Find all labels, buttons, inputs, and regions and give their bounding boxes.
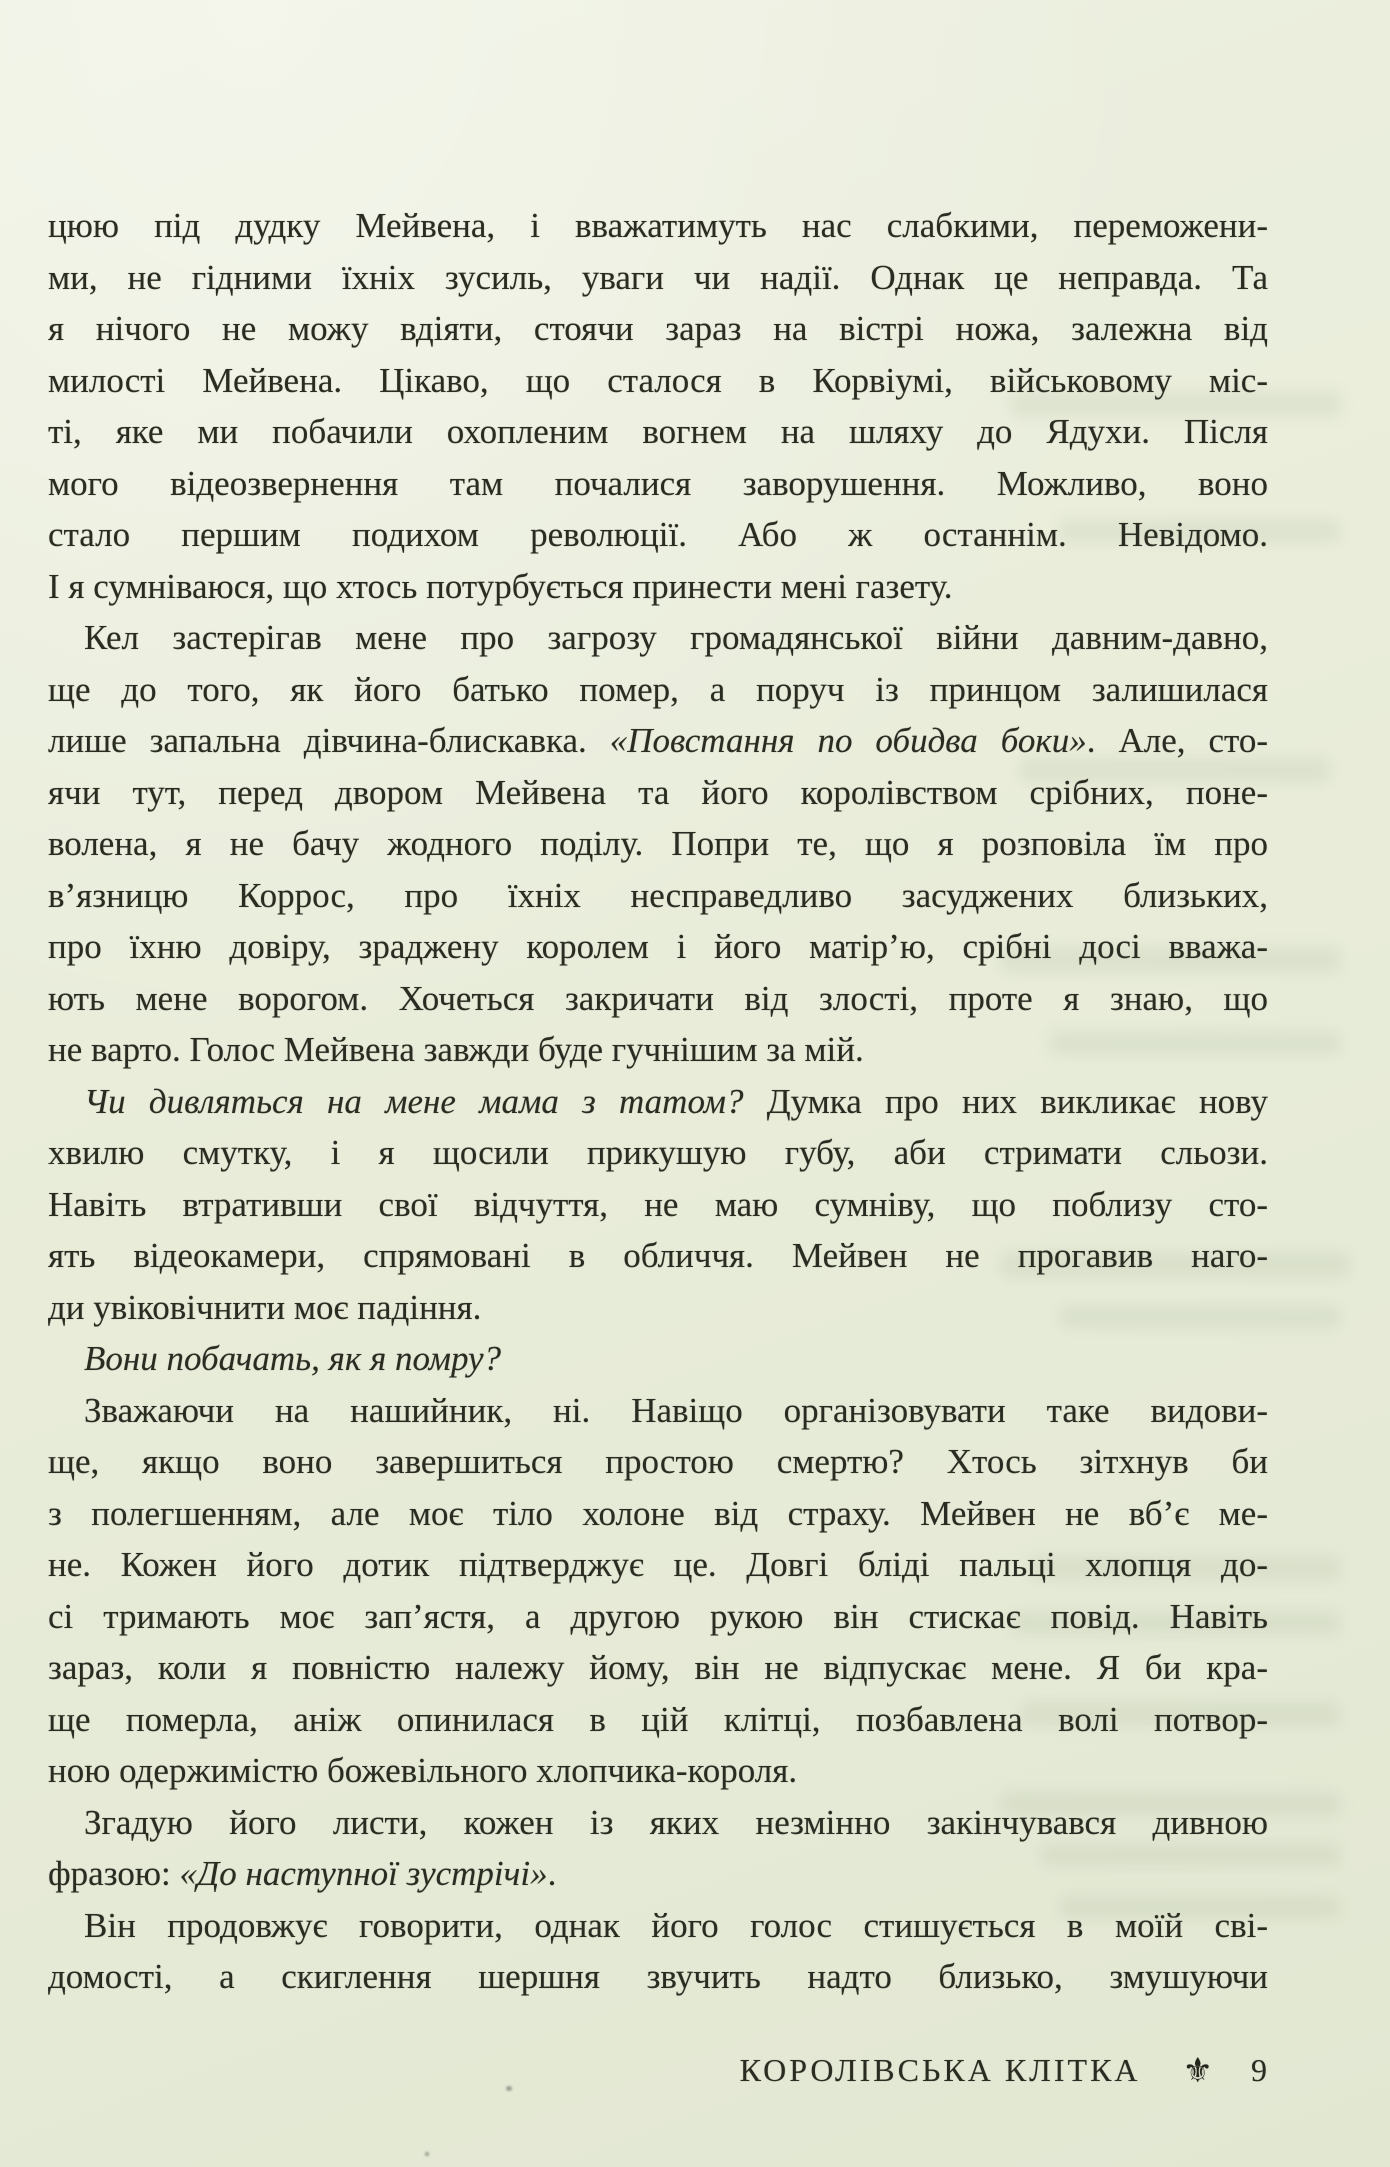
text-line: з полегшенням, але моє тіло холоне від страху. Мейвен не вб’є ме- [48, 1493, 1268, 1533]
page-footer [740, 2052, 1267, 2089]
text-line: в’язницю Коррос, про їхніх несправедливо засуджених близьких, [48, 875, 1268, 915]
running-title: КОРОЛІВСЬКА КЛІТКА [739, 2052, 1141, 2088]
text-line: ячи тут, перед двором Мейвена та його королівством срібних, поне- [48, 772, 1268, 812]
text-line: ди увіковічнити моє падіння. [48, 1287, 482, 1327]
text-line: ми, не гідними їхніх зусиль, уваги чи надії. Однак це неправда. Та [48, 257, 1268, 297]
text-line: милості Мейвена. Цікаво, що сталося в Корвіумі, військовому міс- [48, 360, 1268, 400]
text-line: Чи дивляться на мене мама з татом? Думка про них викликає нову [84, 1081, 1268, 1121]
text-line: Кел застерігав мене про загрозу громадянської війни давним-давно, [84, 618, 1268, 657]
text-line: стало першим подихом революції. Або ж останнім. Невідомо. [48, 515, 1268, 554]
text-line: ще до того, як його батько помер, а поруч із принцом залишилася [48, 669, 1268, 709]
text-line: Навіть втративши свої відчуття, не маю сумніву, що поблизу сто- [48, 1184, 1268, 1224]
paper-speck [506, 2086, 512, 2091]
text-line: я нічого не можу вдіяти, стоячи зараз на вістрі ножа, залежна від [48, 309, 1268, 348]
text-line: Згадую його листи, кожен із яких незмінно закінчувався дивною [84, 1802, 1268, 1842]
text-block [48, 200, 1268, 2003]
paper-speck [425, 2152, 429, 2156]
text-line: цюю під дудку Мейвена, і вважатимуть нас слабкими, переможени- [48, 206, 1268, 245]
text-line: ще, якщо воно завершиться простою смертю? Хтось зітхнув би [48, 1442, 1268, 1481]
text-line: не. Кожен його дотик підтверджує це. Довгі бліді пальці хлопця до- [48, 1545, 1268, 1584]
text-line: хвилю смутку, і я щосили прикушую губу, аби стримати сльози. [48, 1133, 1268, 1172]
text-line: ною одержимістю божевільного хлопчика-короля. [48, 1751, 798, 1790]
text-line: лише запальна дівчина-блискавка. «Повстання по обидва боки». Але, сто- [48, 721, 1268, 760]
text-line: не варто. Голос Мейвена завжди буде гучнішим за мій. [48, 1030, 864, 1069]
text-line: Зважаючи на нашийник, ні. Навіщо організовувати таке видови- [84, 1390, 1268, 1430]
text-line: фразою: «До наступної зустрічі». [48, 1854, 557, 1893]
text-line: І я сумніваюся, що хтось потурбується принести мені газету. [48, 566, 953, 606]
page-number: 9 [1251, 2052, 1267, 2088]
text-line: ять відеокамери, спрямовані в обличчя. Мейвен не прогавив наго- [48, 1236, 1268, 1275]
text-line: ють мене ворогом. Хочеться закричати від злості, проте я знаю, що [48, 978, 1268, 1018]
text-line: про їхню довіру, зраджену королем і його матір’ю, срібні досі вважа- [48, 927, 1268, 966]
text-line: ще померла, аніж опинилася в цій клітці, позбавлена волі потвор- [48, 1699, 1268, 1739]
text-line: сі тримають моє зап’ястя, а другою рукою він стискає повід. Навіть [48, 1596, 1268, 1636]
text-line: мого відеозвернення там почалися заворушення. Можливо, воно [48, 463, 1268, 503]
text-line: волена, я не бачу жодного поділу. Попри те, що я розповіла їм про [48, 824, 1268, 863]
fleuron-icon: ⚜ [1182, 2050, 1213, 2091]
text-line: зараз, коли я повністю належу йому, він не відпускає мене. Я би кра- [48, 1648, 1268, 1687]
text-line: Вони побачать, як я помру? [84, 1339, 502, 1378]
text-line: Він продовжує говорити, однак його голос стишується в моїй сві- [84, 1905, 1268, 1945]
text-line: ті, яке ми побачили охопленим вогнем на шляху до Ядухи. Після [48, 412, 1268, 451]
text-line: домості, а скиглення шершня звучить надто близько, змушуючи [48, 1957, 1268, 1996]
